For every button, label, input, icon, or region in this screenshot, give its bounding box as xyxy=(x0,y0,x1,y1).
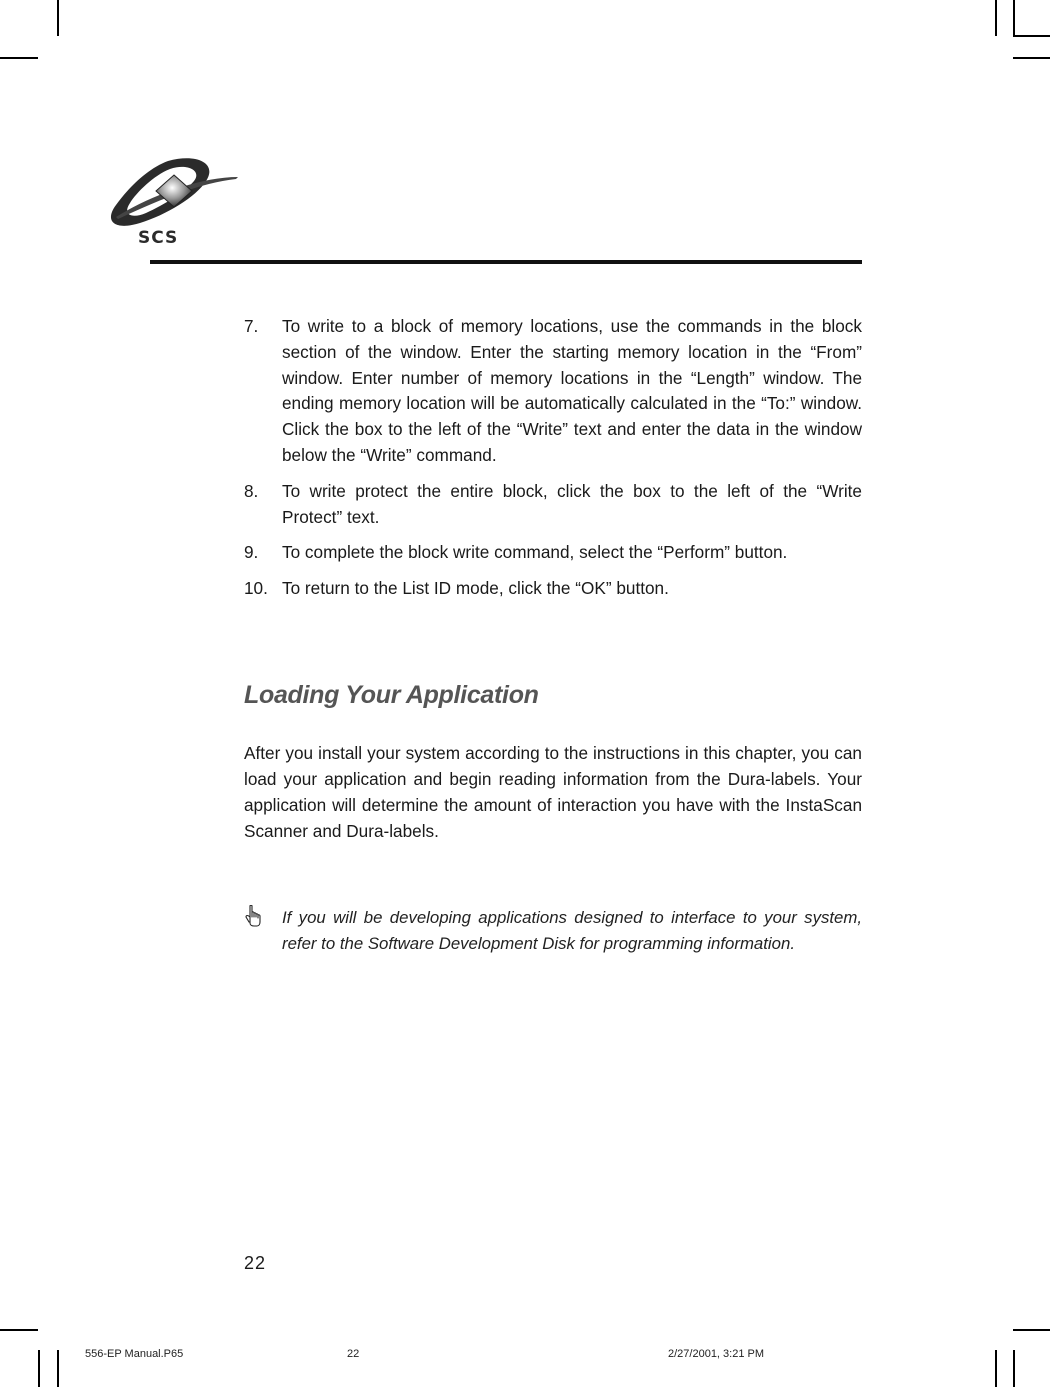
crop-mark xyxy=(0,57,38,59)
list-item xyxy=(244,540,862,566)
step-text: To write to a block of memory locations, use the commands in the block section of the window. Enter the starting memory location in the “From” window. Enter number of memory locations in the “Length” window. The ending memory location will be automatically calculated in the “To:” window. Click the box to the left of the “Write” text and enter the data in the window below the “Write” command. xyxy=(282,316,862,465)
crop-mark xyxy=(1013,57,1050,59)
note xyxy=(244,905,862,957)
crop-mark xyxy=(38,1350,40,1387)
crop-mark xyxy=(57,1350,59,1387)
step-number: 7. xyxy=(244,316,259,336)
step-text: To complete the block write command, select the “Perform” button. xyxy=(282,542,788,563)
crop-mark xyxy=(1013,1350,1015,1387)
slug-filename: 556-EP Manual.P65 xyxy=(85,1348,184,1360)
header-rule xyxy=(150,260,862,264)
step-number: 10. xyxy=(244,578,268,599)
slug-page: 22 xyxy=(347,1348,360,1360)
scs-logo xyxy=(108,157,243,249)
step-number: 9. xyxy=(244,542,259,563)
step-text: To write protect the entire block, click the box to the left of the “Write Protect” text. xyxy=(282,480,862,527)
crop-mark xyxy=(0,1329,38,1331)
crop-mark xyxy=(57,0,59,36)
crop-mark xyxy=(1013,1329,1050,1331)
crop-mark xyxy=(995,1350,997,1387)
crop-mark xyxy=(995,0,997,36)
section-heading: Loading Your Application xyxy=(244,681,539,709)
list-item xyxy=(244,576,862,602)
steps-list xyxy=(244,314,862,612)
slug-date: 2/27/2001, 3:21 PM xyxy=(668,1348,765,1360)
page-number: 22 xyxy=(244,1253,267,1273)
crop-mark xyxy=(1013,0,1015,36)
step-number: 8. xyxy=(244,480,259,501)
section-paragraph: After you install your system according to the instructions in this chapter, you can load your application and begin reading information from the Dura-labels. Your application will determine the amount of interaction you have with the InstaScan Scanner and Dura-labels. xyxy=(244,743,862,841)
note-text: If you will be developing applications designed to interface to your system, refer to the Software Development Disk for programming information. xyxy=(282,908,862,953)
step-text: To return to the List ID mode, click the “OK” button. xyxy=(282,578,669,599)
list-item xyxy=(244,479,862,531)
list-item xyxy=(244,314,862,469)
logo-text: SCS xyxy=(138,228,179,248)
crop-mark xyxy=(1013,35,1050,37)
pointing-hand-icon xyxy=(244,905,262,927)
